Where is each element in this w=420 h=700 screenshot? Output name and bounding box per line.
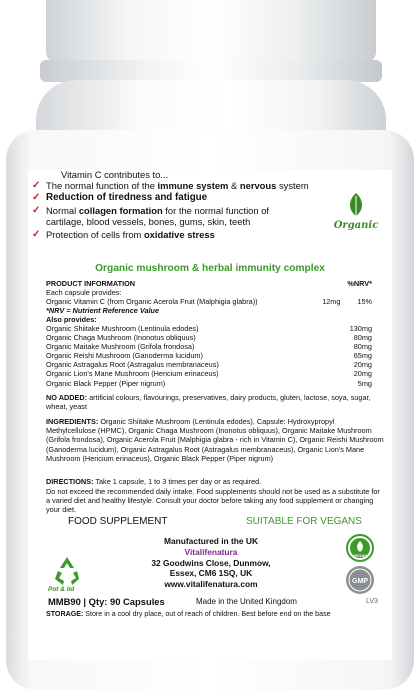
claim-collagen-line2: cartilage, blood vessels, bones, gums, skin, teeth: [46, 216, 251, 227]
website-link: www.vitalifenatura.com: [164, 579, 258, 589]
table-row: Organic Black Pepper (Piper nigrum) 5mg: [46, 378, 372, 388]
table-row: Organic Reishi Mushroom (Ganoderma lucidum) 65mg: [46, 351, 372, 361]
directions-text: DIRECTIONS: Take 1 capsule, 1 to 3 times per day or as required.: [46, 477, 262, 486]
made-in-uk: Made in the United Kingdom: [196, 597, 297, 606]
vegan-badge-text: VEGAN: [352, 553, 368, 558]
each-capsule-label: Each capsule provides:: [46, 288, 122, 298]
tick-icon: ✓: [32, 192, 41, 203]
product-code-qty: MMB90 | Qty: 90 Capsules: [48, 596, 165, 607]
gmp-badge-text: GMP: [352, 578, 368, 585]
organic-logo-text: Organic: [333, 220, 379, 231]
bottle-cap-ring: [40, 60, 382, 82]
tick-icon: ✓: [32, 205, 41, 216]
recycle-icon: [50, 554, 84, 588]
vitamin-c-amount: 12mg: [322, 297, 341, 307]
warning-text: Do not exceed the recommended daily intake. Food supplements should not be used as a substitute for a varied diet and healthy lifestyle. Consult your doctor before taking any food supplement or changing your diet.: [46, 487, 380, 515]
no-added-text: NO ADDED: artificial colours, flavourings, preservatives, dairy products, gluten, lactose, soya, sugar, wheat, yeast: [46, 393, 371, 412]
product-information-table: [46, 279, 372, 388]
contributes-intro: Vitamin C contributes to...: [61, 169, 169, 180]
table-row: Organic Shiitake Mushroom (Lentinula edodes) 130mg: [46, 324, 372, 334]
food-supplement-label: FOOD SUPPLEMENT: [68, 516, 168, 527]
lv-code: LV3: [366, 598, 378, 605]
manufactured-in-uk: Manufactured in the UK: [164, 536, 258, 546]
table-row: Organic Lion's Mane Mushroom (Hericium erinaceus) 20mg: [46, 369, 372, 379]
nrv-note: *NRV = Nutrient Reference Value: [46, 306, 160, 316]
suitable-for-vegans-label: SUITABLE FOR VEGANS: [246, 516, 362, 527]
also-provides-label: Also provides:: [46, 315, 97, 325]
tick-icon: ✓: [32, 229, 41, 240]
table-row: Organic Chaga Mushroom (Inonotus obliquus) 80mg: [46, 333, 372, 343]
nrv-heading: %NRV*: [347, 279, 372, 288]
manufacturer-block: [116, 536, 306, 590]
vegan-badge-icon: [346, 534, 374, 562]
storage-text: STORAGE: Store in a cool dry place, out of reach of children. Best before end on the base: [46, 610, 331, 618]
organic-logo: [328, 190, 384, 240]
product-info-heading: PRODUCT INFORMATION: [46, 279, 136, 288]
table-row: Organic Astragalus Root (Astragalus membranaceus) 20mg: [46, 360, 372, 370]
claim-tiredness: Reduction of tiredness and fatigue: [46, 192, 208, 203]
brand-name: Vitalifenatura: [184, 546, 238, 557]
claim-oxidative: Protection of cells from oxidative stress: [46, 229, 215, 240]
bottle-cap: [46, 0, 376, 62]
table-row: Organic Maitake Mushroom (Grifola frondosa) 80mg: [46, 342, 372, 352]
tick-icon: ✓: [32, 180, 41, 191]
claim-immune: The normal function of the immune system & nervous system: [46, 180, 309, 191]
pot-lid-label: Pot & lid: [48, 586, 75, 593]
ingredients-text: INGREDIENTS: Organic Shiitake Mushroom (Lentinula edodes), Capsule: Hydroxypropyl Methylcellulose (HPMC), Organic Chaga Mushroom (Inonotus obliquus), Organic Maitake Mushroom (Grifola frondosa), Organic Acerola Fruit (Malphigia glabra - rich in Vitamin C), Organic Reishi Mushroom (Ganoderma lucidum), Organic Astragalus Root (Astragalus membranaceus), Organic Lion's Mane Mushroom (Hericium erinaceus), Organic Black Pepper (Piper nigrum): [46, 417, 384, 463]
vitamin-c-nrv: 15%: [357, 297, 372, 307]
complex-title: Organic mushroom & herbal immunity complex: [95, 263, 325, 274]
leaf-icon: [346, 192, 366, 218]
product-label: [28, 170, 392, 660]
address-line-2: Essex, CM6 1SQ, UK: [169, 568, 253, 579]
address-line-1: 32 Goodwins Close, Dunmow,: [151, 557, 271, 568]
vitamin-c-name: Organic Vitamin C (from Organic Acerola Fruit (Malphigia glabra)): [46, 297, 258, 307]
gmp-badge-icon: [346, 566, 374, 594]
claim-collagen: Normal collagen formation for the normal function of: [46, 205, 270, 216]
